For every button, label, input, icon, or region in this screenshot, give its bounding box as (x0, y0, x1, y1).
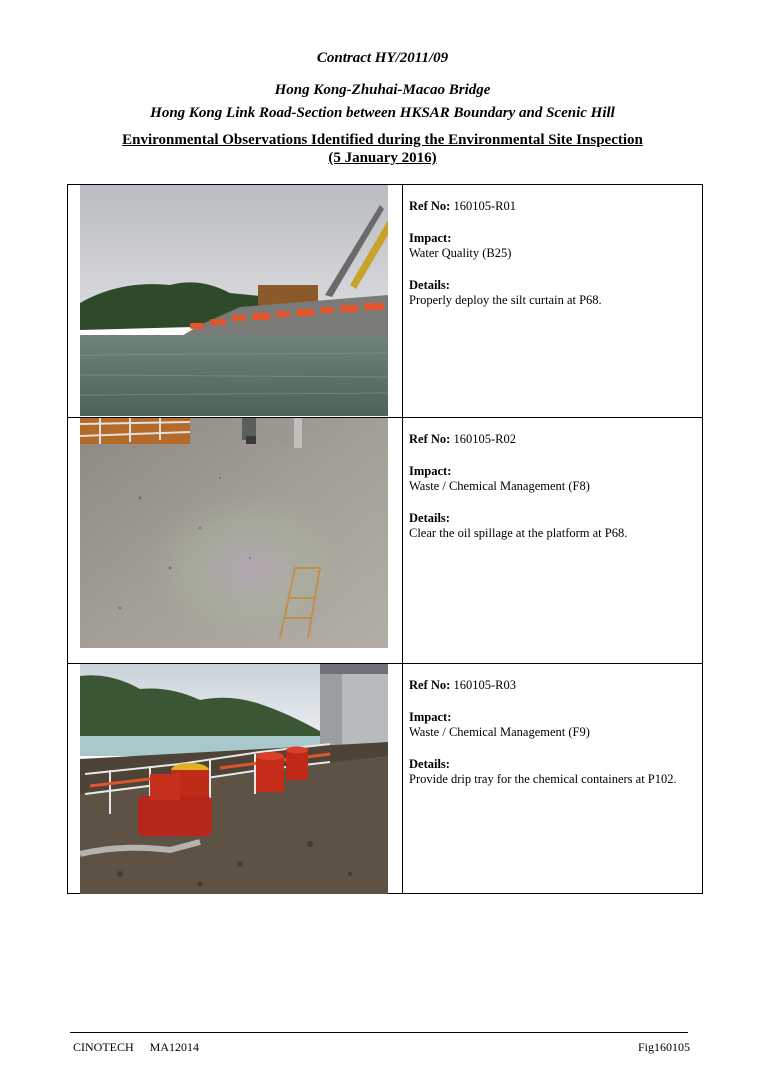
impact-label: Impact: (409, 710, 452, 724)
impact-label: Impact: (409, 231, 452, 245)
details-value: Properly deploy the silt curtain at P68. (409, 293, 602, 307)
ref-no-label: Ref No: (409, 432, 451, 446)
ref-no-value: 160105-R02 (453, 432, 516, 446)
observation-row-2 (68, 417, 702, 663)
impact-value: Waste / Chemical Management (F9) (409, 725, 590, 739)
observation-details-1 (409, 199, 694, 325)
impact-value: Waste / Chemical Management (F8) (409, 479, 590, 493)
details-label: Details: (409, 278, 450, 292)
impact-label: Impact: (409, 464, 452, 478)
contract-number: Contract HY/2011/09 (316, 50, 449, 66)
project-title-line2: Hong Kong Link Road-Section between HKSAR Boundary and Scenic Hill (150, 105, 615, 121)
footer-divider (70, 1032, 688, 1033)
footer-figure-ref: Fig160105 (637, 1040, 690, 1054)
document-title-line2: (5 January 2016) (328, 150, 437, 166)
site-photo-oil-spillage (80, 418, 388, 648)
footer-company: CINOTECH (73, 1040, 134, 1054)
site-photo-silt-curtain (80, 185, 388, 416)
project-title-line1: Hong Kong-Zhuhai-Macao Bridge (274, 82, 491, 98)
observations-table (67, 184, 703, 894)
document-title-line1: Environmental Observations Identified during the Environmental Site Inspection (122, 132, 643, 148)
footer-left (73, 1040, 199, 1055)
footer-doc-ref: MA12014 (149, 1040, 200, 1054)
observation-row-3 (68, 663, 702, 893)
details-value: Provide drip tray for the chemical containers at P102. (409, 772, 677, 786)
ref-no-value: 160105-R01 (453, 199, 516, 213)
ref-no-label: Ref No: (409, 199, 451, 213)
impact-value: Water Quality (B25) (409, 246, 512, 260)
observation-details-3 (409, 678, 694, 804)
site-photo-chemical-containers (80, 664, 388, 894)
ref-no-value: 160105-R03 (453, 678, 516, 692)
details-value: Clear the oil spillage at the platform at P68. (409, 526, 628, 540)
ref-no-label: Ref No: (409, 678, 451, 692)
observation-row-1 (68, 185, 702, 417)
observation-details-2 (409, 432, 694, 558)
details-label: Details: (409, 757, 450, 771)
details-label: Details: (409, 511, 450, 525)
